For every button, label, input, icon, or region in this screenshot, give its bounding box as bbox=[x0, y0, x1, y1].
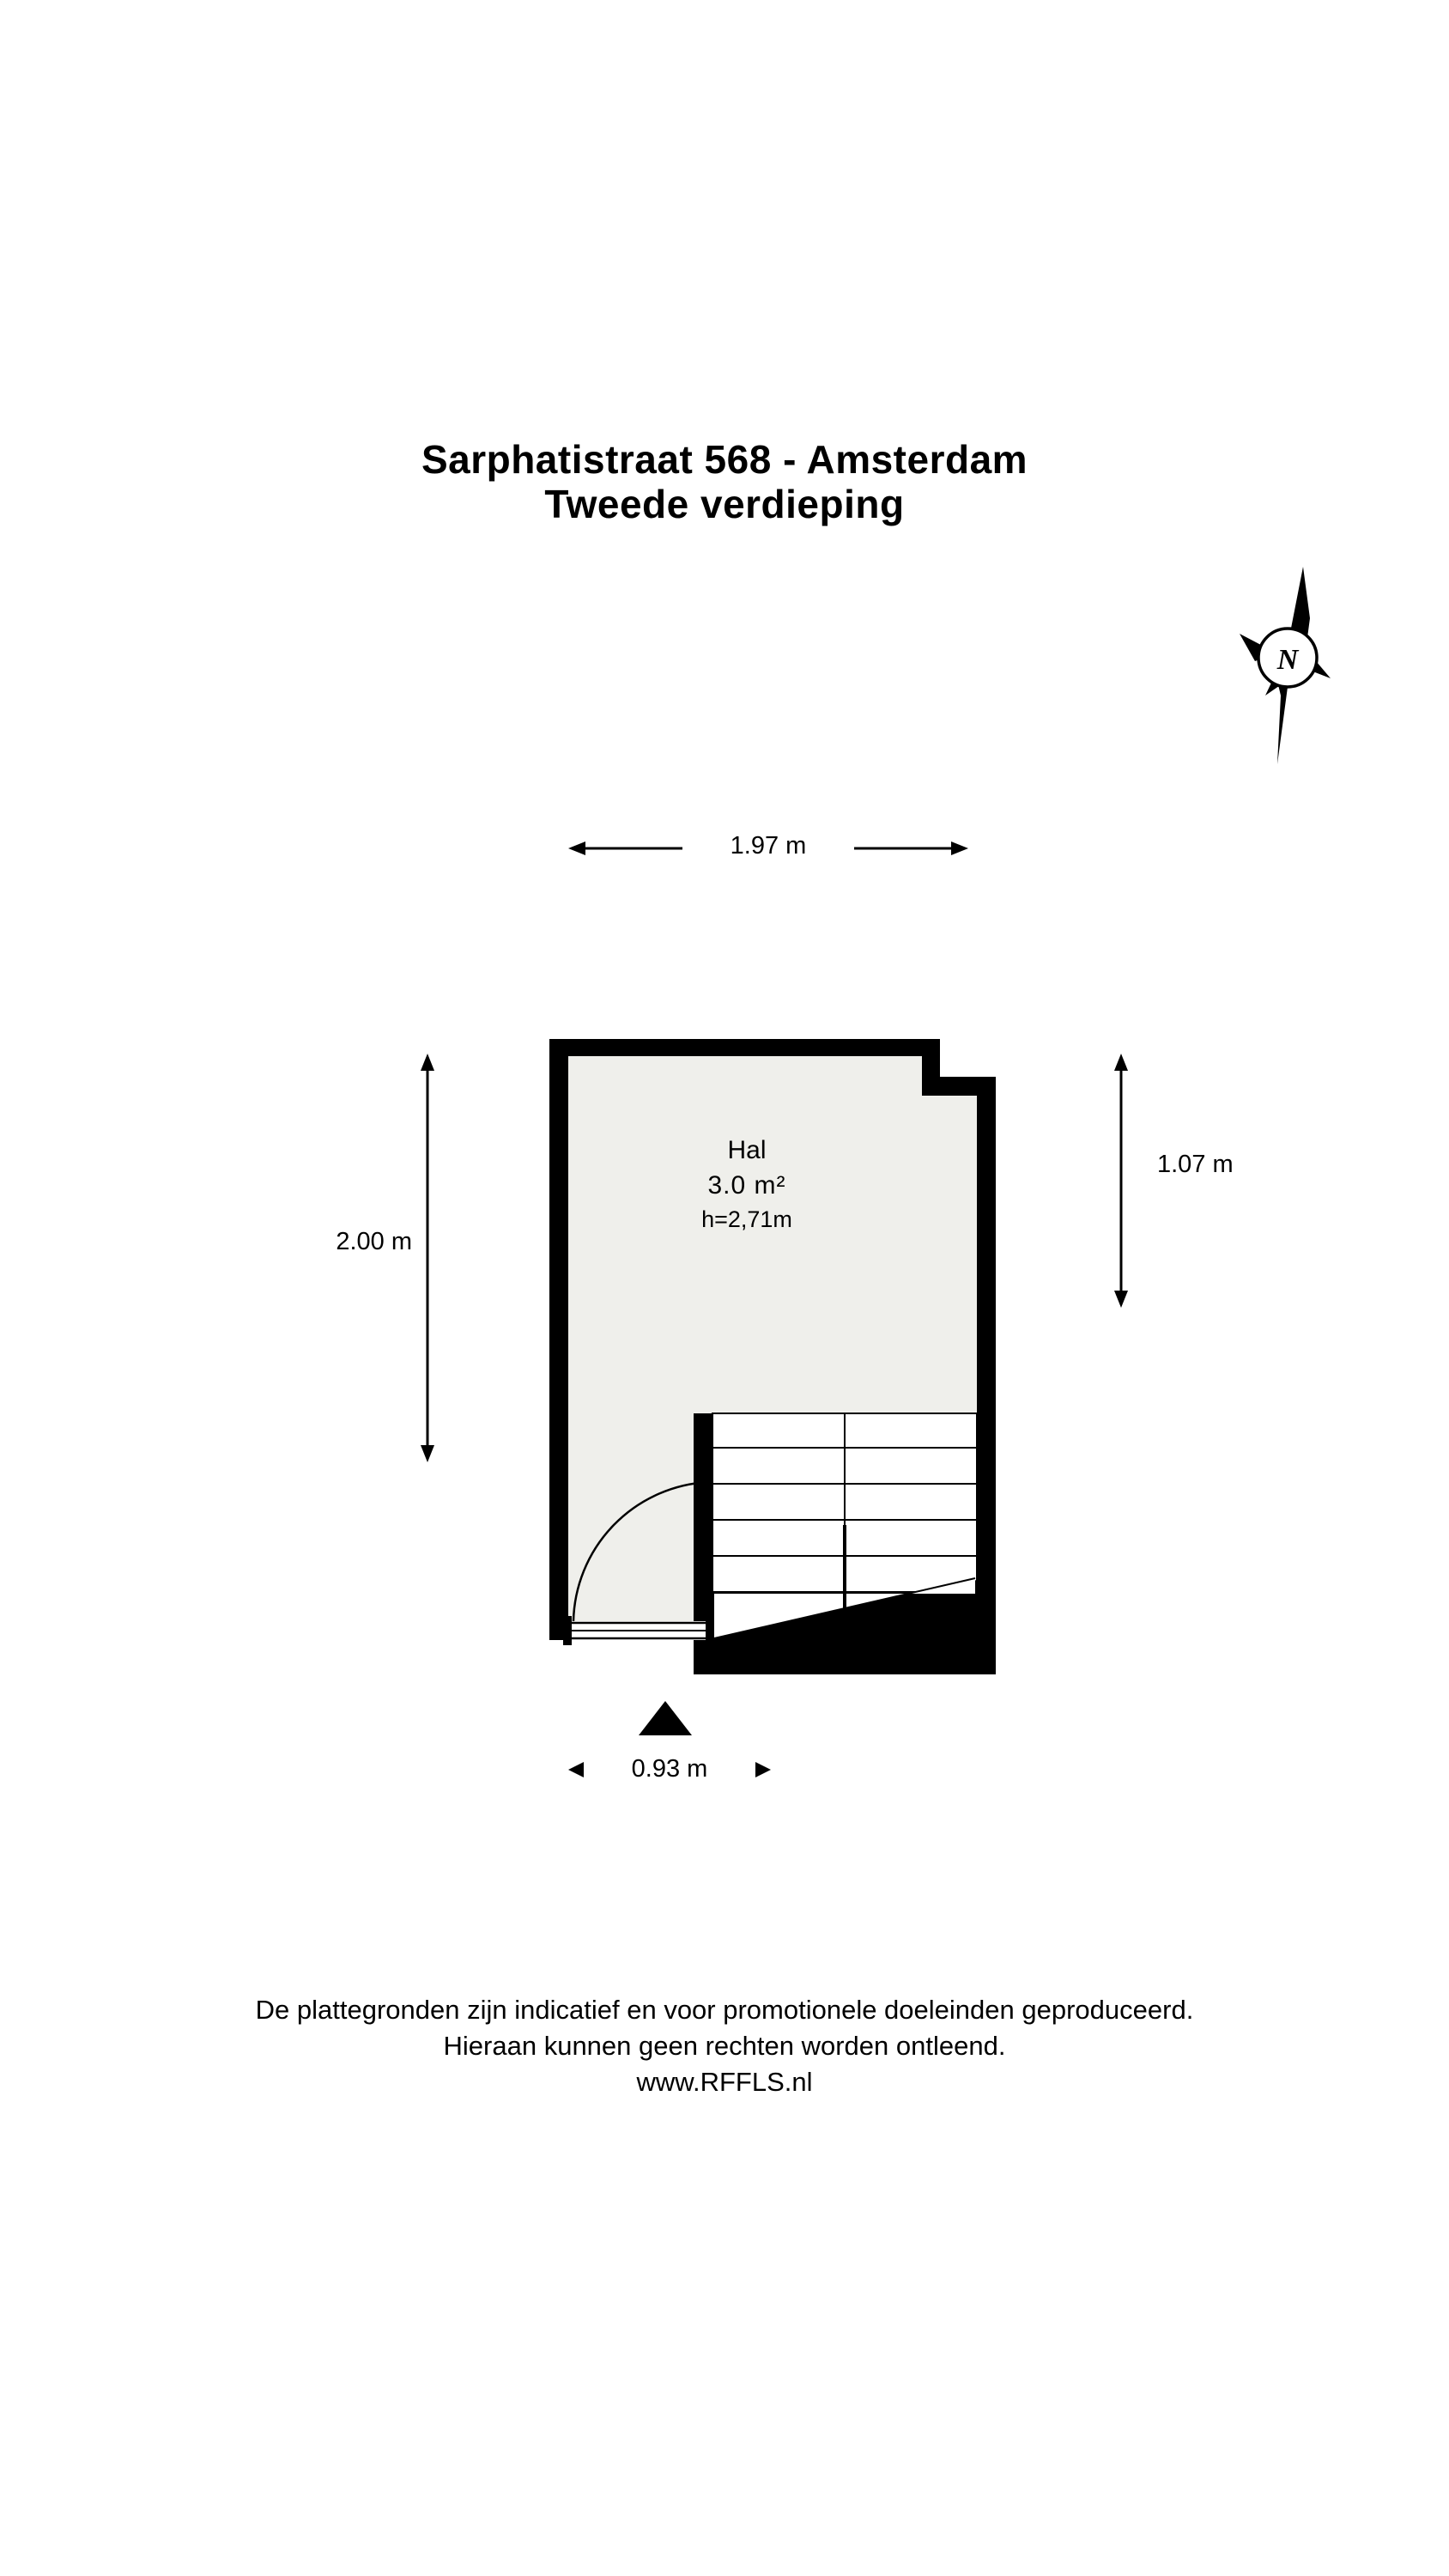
room-name: Hal bbox=[727, 1136, 767, 1164]
wall-left bbox=[549, 1039, 568, 1640]
footer-line-1: De plattegronden zijn indicatief en voor promotionele doeleinden geproduceerd. bbox=[255, 1995, 1194, 2025]
dimension-right bbox=[1107, 1052, 1305, 1309]
title-floor: Tweede verdieping bbox=[544, 481, 905, 526]
dimension-right-label: 1.07 m bbox=[1157, 1151, 1234, 1178]
footer-disclaimer bbox=[0, 1992, 1449, 2100]
dimension-bottom-label: 0.93 m bbox=[631, 1755, 708, 1783]
floor-plan bbox=[549, 1039, 996, 1674]
dimension-left bbox=[283, 1052, 472, 1464]
wall-bottom bbox=[694, 1656, 996, 1674]
compass-north-label: N bbox=[1276, 644, 1299, 676]
wall-top bbox=[549, 1039, 940, 1056]
footer-line-2: Hieraan kunnen geen rechten worden ontleend. bbox=[443, 2030, 1006, 2061]
dimension-left-label: 2.00 m bbox=[336, 1228, 412, 1255]
room-area: 3.0 m² bbox=[707, 1170, 786, 1200]
title-address: Sarphatistraat 568 - Amsterdam bbox=[421, 437, 1028, 482]
dimension-bottom bbox=[567, 1752, 773, 1791]
compass-north-icon bbox=[1202, 567, 1356, 773]
dimension-top-label: 1.97 m bbox=[730, 832, 807, 860]
page-title bbox=[0, 438, 1449, 526]
room-height: h=2,71m bbox=[701, 1206, 792, 1232]
wall-right bbox=[977, 1077, 996, 1674]
entrance-triangle-icon bbox=[635, 1696, 695, 1739]
dimension-top bbox=[567, 829, 970, 868]
footer-website: www.RFFLS.nl bbox=[636, 2066, 813, 2097]
